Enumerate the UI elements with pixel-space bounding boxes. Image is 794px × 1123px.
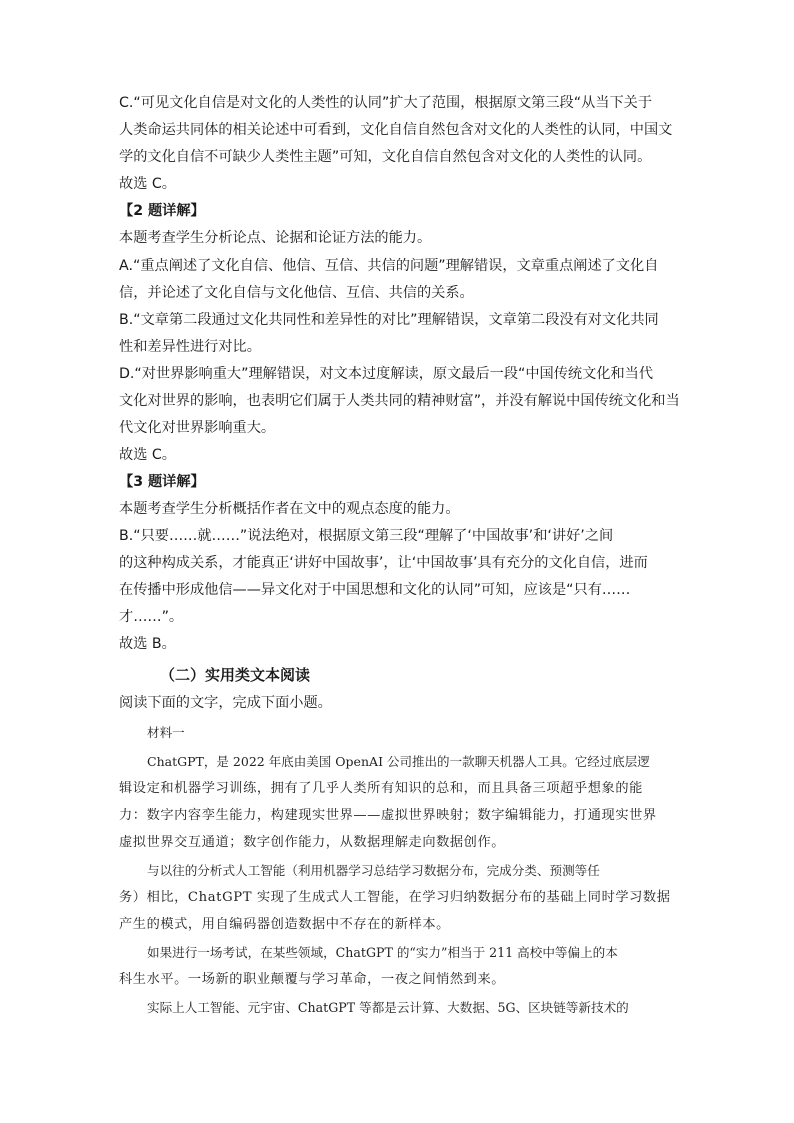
- material-p3-line-1: 如果进行一场考试，在某些领域，ChatGPT 的“实力”相当于 211 高校中等偏上的本: [147, 945, 618, 960]
- q3-answer: 故选 B。: [119, 636, 176, 652]
- q2-intro: 本题考查学生分析论点、论据和论证方法的能力。: [119, 230, 432, 246]
- material-p1-line-2: 辑设定和机器学习训练，拥有了几乎人类所有知识的总和，而且具备三项超乎想象的能: [119, 781, 643, 796]
- material-p2-line-1: 与以往的分析式人工智能（利用机器学习总结学习数据分布，完成分类、预测等任: [147, 863, 600, 878]
- option-c-line-1: C.“可见文化自信是对文化的人类性的认同”扩大了范围，根据原文第三段“从当下关于: [119, 95, 653, 111]
- q2-answer: 故选 C。: [119, 447, 176, 463]
- q2-option-d-line-3: 代文化对世界影响重大。: [119, 420, 276, 436]
- q2-option-a-line-2: 信，并论述了文化自信与文化他信、互信、共信的关系。: [119, 285, 474, 301]
- material-p2-line-2: 务）相比，ChatGPT 实现了生成式人工智能，在学习归纳数据分布的基础上同时学习数据: [119, 890, 671, 905]
- option-c-line-2: 人类命运共同体的相关论述中可看到，文化自信自然包含对文化的人类性的认同，中国文: [119, 122, 673, 138]
- q2-option-d-line-2: 文化对世界的影响，也表明它们属于人类共同的精神财富”，并没有解说中国传统文化和当: [119, 393, 680, 409]
- q3-option-b-line-4: 才……”。: [119, 609, 184, 625]
- q3-intro: 本题考查学生分析概括作者在文中的观点态度的能力。: [119, 501, 460, 517]
- q2-option-b-line-1: B.“文章第二段通过文化共同性和差异性的对比”理解错误，文章第二段没有对文化共同: [119, 312, 659, 328]
- q2-option-b-line-2: 性和差异性进行对比。: [119, 339, 261, 355]
- q2-option-d-line-1: D.“对世界影响重大”理解错误，对文本过度解读，原文最后一段“中国传统文化和当代: [119, 366, 654, 382]
- option-c-line-3: 学的文化自信不可缺少人类性主题”可知，文化自信自然包含对文化的人类性的认同。: [119, 149, 652, 165]
- material-p3-line-2: 科生水平。一场新的职业颠覆与学习革命，一夜之间悄然到来。: [119, 972, 506, 987]
- section-heading: （二）实用类文本阅读: [160, 666, 311, 684]
- q3-option-b-line-1: B.“只要……就……”说法绝对，根据原文第三段“理解了‘中国故事’和‘讲好’之间: [119, 528, 614, 544]
- q3-option-b-line-3: 在传播中形成他信——异文化对于中国思想和文化的认同”可知，应该是“只有……: [119, 582, 631, 598]
- answer-line: 故选 C。: [119, 176, 176, 192]
- material-p1-line-3: 力：数字内容孪生能力，构建现实世界——虚拟世界映射；数字编辑能力，打通现实世界: [119, 808, 657, 823]
- instruction: 阅读下面的文字，完成下面小题。: [119, 695, 332, 711]
- q2-option-a-line-1: A.“重点阐述了文化自信、他信、互信、共信的问题”理解错误，文章重点阐述了文化自: [119, 258, 659, 274]
- q2-title: 【2 题详解】: [119, 203, 205, 219]
- material-p1-line-1: ChatGPT，是 2022 年底由美国 OpenAI 公司推出的一款聊天机器人工具。它经过底层逻: [147, 754, 650, 769]
- q3-title: 【3 题详解】: [119, 474, 205, 490]
- material-p4-line-1: 实际上人工智能、元宇宙、ChatGPT 等都是云计算、大数据、5G、区块链等新技术的: [147, 1000, 629, 1015]
- material-p1-line-4: 虚拟世界交互通道；数字创作能力，从数据理解走向数据创作。: [119, 835, 506, 850]
- material-p2-line-3: 产生的模式，用自编码器创造数据中不存在的新样本。: [119, 917, 450, 932]
- q3-option-b-line-2: 的这种构成关系，才能真正‘讲好中国故事’，让‘中国故事’具有充分的文化自信，进而: [119, 555, 648, 571]
- material-title: 材料一: [147, 725, 185, 740]
